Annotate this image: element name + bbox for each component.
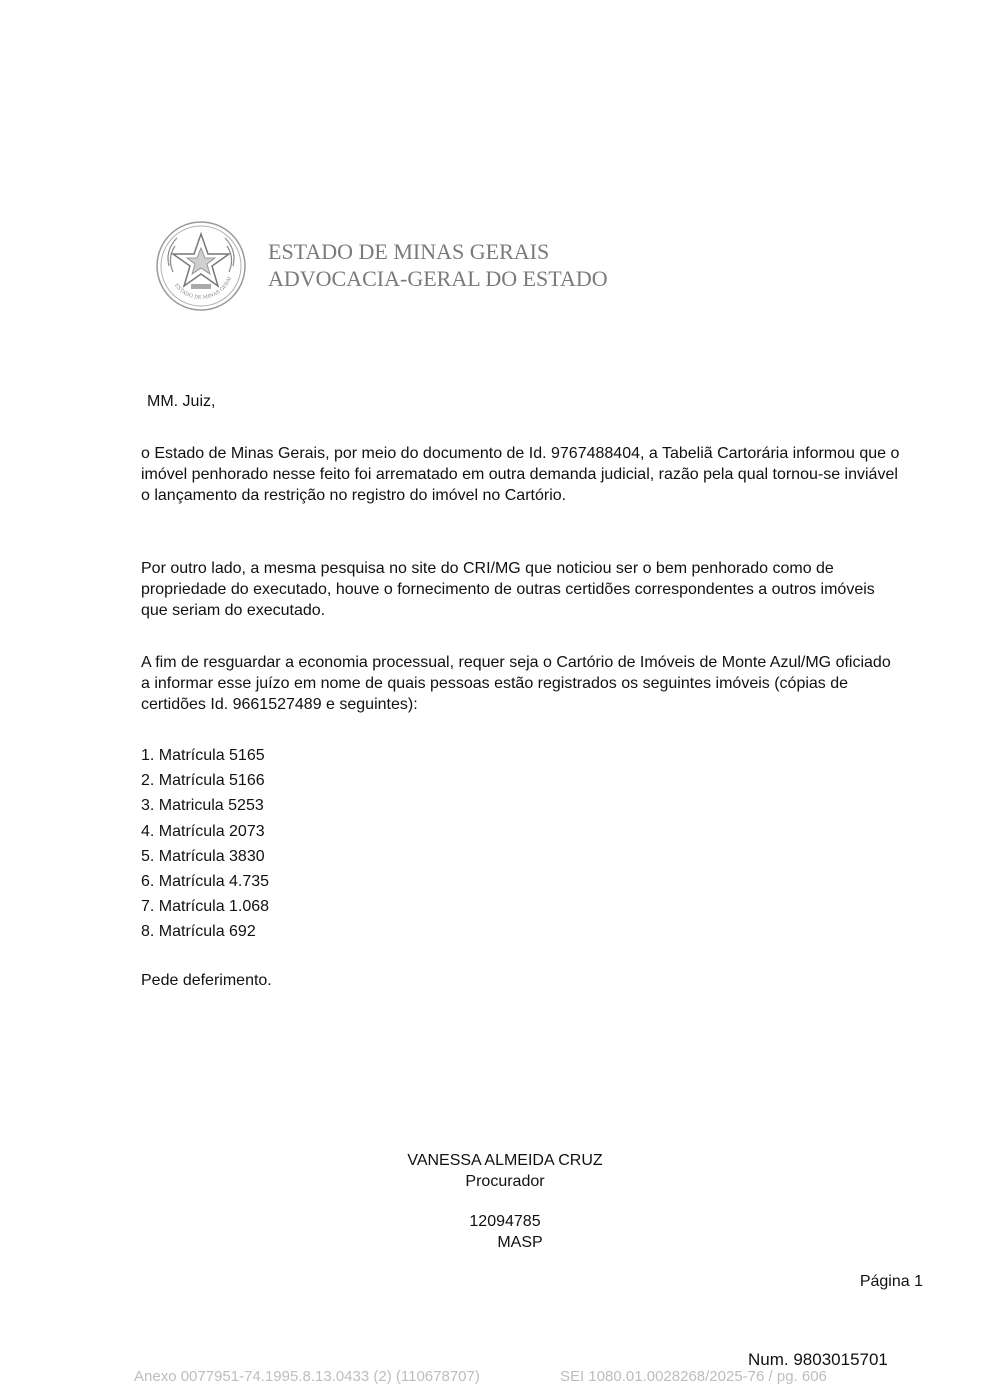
list-item: 5. Matrícula 3830: [141, 847, 265, 865]
coat-of-arms-icon: [155, 220, 247, 312]
paragraph-2: Por outro lado, a mesma pesquisa no site do CRI/MG que noticiou ser o bem penhorado como de propriedade do executado, houve o fornecimento de outras certidões correspondentes a outros imóveis que seriam do executado.: [141, 560, 875, 619]
signer-masp-label: MASP: [497, 1234, 543, 1251]
signer-role: Procurador: [465, 1173, 545, 1190]
org-name: ESTADO DE MINAS GERAIS: [268, 239, 550, 264]
property-list: [141, 745, 269, 947]
footer-annex: Anexo 0077951-74.1995.8.13.0433 (2) (110678707): [134, 1368, 480, 1385]
closing-line: Pede deferimento.: [141, 972, 272, 989]
list-item: 6. Matrícula 4.735: [141, 872, 270, 890]
paragraph-1: o Estado de Minas Gerais, por meio do documento de Id. 9767488404, a Tabeliã Cartorária informou que o imóvel penhorado nesse feito foi arrematado em outra demanda judicial, razão pela qual tornou-se inviável o lançamento da restrição no registro do imóvel no Cartório.: [141, 445, 900, 504]
footer-sei: SEI 1080.01.0028268/2025-76 / pg. 606: [560, 1368, 827, 1385]
list-item: 2. Matrícula 5166: [141, 772, 265, 790]
salutation: MM. Juiz,: [147, 393, 216, 410]
list-item: 1. Matrícula 5165: [141, 747, 265, 764]
list-item: 3. Matricula 5253: [141, 797, 264, 815]
organization-header: [268, 238, 608, 292]
list-item: 7. Matrícula 1.068: [141, 898, 270, 916]
org-department: ADVOCACIA-GERAL DO ESTADO: [268, 266, 608, 291]
paragraph-3: A fim de resguardar a economia processual, requer seja o Cartório de Imóveis de Monte Azul/MG oficiado a informar esse juízo em nome de quais pessoas estão registrados os seguintes imóveis (cópias de certidões Id. 9661527489 e seguintes):: [141, 654, 891, 713]
page-number: Página 1: [859, 1273, 923, 1290]
document-number: Num. 9803015701: [748, 1350, 888, 1369]
signer-name: VANESSA ALMEIDA CRUZ: [407, 1152, 603, 1169]
list-item: 8. Matrícula 692: [141, 923, 256, 941]
list-item: 4. Matrícula 2073: [141, 822, 265, 840]
signer-masp-number: 12094785: [469, 1213, 541, 1230]
seal-text: ESTADO DE MINAS GERAI: [173, 276, 234, 301]
